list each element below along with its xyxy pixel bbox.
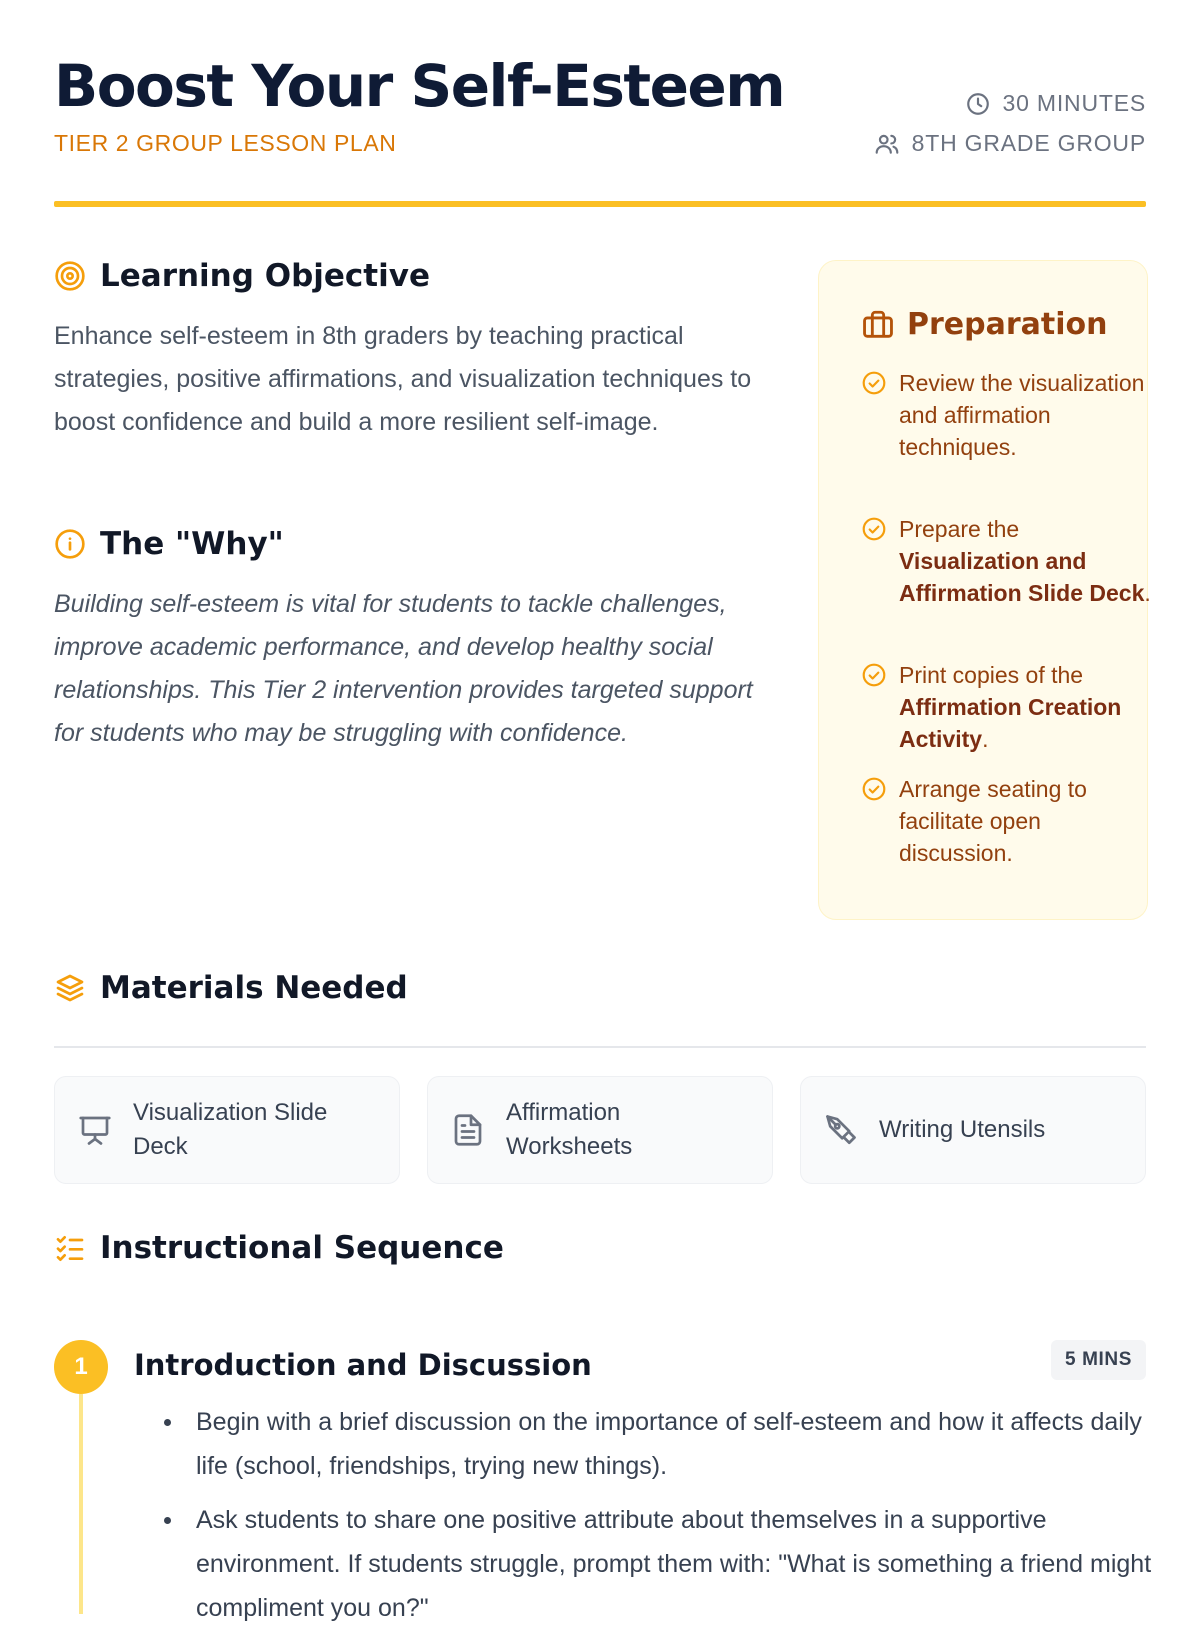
page-subtitle: TIER 2 GROUP LESSON PLAN — [54, 130, 397, 156]
material-card — [800, 1076, 1146, 1184]
briefcase-icon — [861, 308, 895, 342]
document-icon — [450, 1112, 486, 1148]
preparation-card — [818, 260, 1151, 920]
prep-item — [861, 773, 1151, 869]
checklist-icon — [54, 1232, 86, 1264]
objective-text: Enhance self-esteem in 8th graders by teaching practical strategies, positive affirmations, and visualization techniques to boost confidence and build a more resilient self-image. — [54, 322, 752, 436]
sequence-heading — [54, 1230, 504, 1266]
why-heading-text: The "Why" — [100, 526, 284, 562]
prep-item-text: Print copies of the Affirmation Creation Activity. — [899, 662, 1122, 752]
why-heading — [54, 526, 284, 562]
check-circle-icon — [861, 370, 887, 396]
layers-icon — [54, 972, 86, 1004]
clock-icon — [965, 91, 991, 117]
objective-heading-text: Learning Objective — [100, 258, 430, 294]
step-timeline-line — [79, 1394, 83, 1614]
step-title: Introduction and Discussion — [134, 1348, 592, 1382]
step-duration-badge: 5 MINS — [1051, 1340, 1146, 1380]
header-divider — [54, 201, 1146, 207]
presentation-icon — [77, 1112, 113, 1148]
list-item: Begin with a brief discussion on the importance of self-esteem and how it affects daily life (school, friendships, trying new things). — [164, 1400, 1164, 1488]
group-meta — [874, 130, 1146, 157]
step-bullets — [164, 1400, 1164, 1640]
sequence-heading-text: Instructional Sequence — [100, 1230, 504, 1266]
prep-item — [861, 367, 1151, 463]
material-label: Affirmation Worksheets — [506, 1099, 633, 1160]
step-number: 1 — [54, 1340, 108, 1394]
material-label: Visualization Slide Deck — [133, 1099, 328, 1160]
check-circle-icon — [861, 776, 887, 802]
material-label: Writing Utensils — [879, 1116, 1046, 1143]
info-icon — [54, 528, 86, 560]
preparation-heading — [861, 307, 1107, 342]
duration-meta — [965, 90, 1146, 117]
lesson-plan-page — [54, 0, 1152, 1622]
material-card — [427, 1076, 773, 1184]
duration-text: 30 MINUTES — [1002, 90, 1146, 116]
list-item: Ask students to share one positive attribute about themselves in a supportive environment. If students struggle, prompt them with: "What is something a friend might compliment you on?" — [164, 1498, 1164, 1630]
materials-divider — [54, 1046, 1146, 1048]
prep-item-text: Prepare the Visualization and Affirmation Slide Deck. — [899, 516, 1151, 606]
prep-item — [861, 659, 1151, 755]
materials-heading — [54, 970, 408, 1006]
why-text: Building self-esteem is vital for students to tackle challenges, improve academic performance, and develop healthy social relationships. This Tier 2 intervention provides targeted support for students who may be struggling with confidence. — [54, 590, 753, 747]
group-text: 8TH GRADE GROUP — [911, 130, 1146, 156]
pen-icon — [823, 1112, 859, 1148]
check-circle-icon — [861, 662, 887, 688]
material-card — [54, 1076, 400, 1184]
preparation-heading-text: Preparation — [907, 307, 1108, 342]
materials-heading-text: Materials Needed — [100, 970, 408, 1006]
check-circle-icon — [861, 516, 887, 542]
prep-item — [861, 513, 1151, 609]
target-icon — [54, 260, 86, 292]
objective-heading — [54, 258, 430, 294]
prep-item-text: Review the visualization and affirmation techniques. — [899, 370, 1145, 460]
users-icon — [874, 131, 900, 157]
page-title: Boost Your Self-Esteem — [54, 52, 785, 120]
prep-item-text: Arrange seating to facilitate open discussion. — [899, 776, 1087, 866]
